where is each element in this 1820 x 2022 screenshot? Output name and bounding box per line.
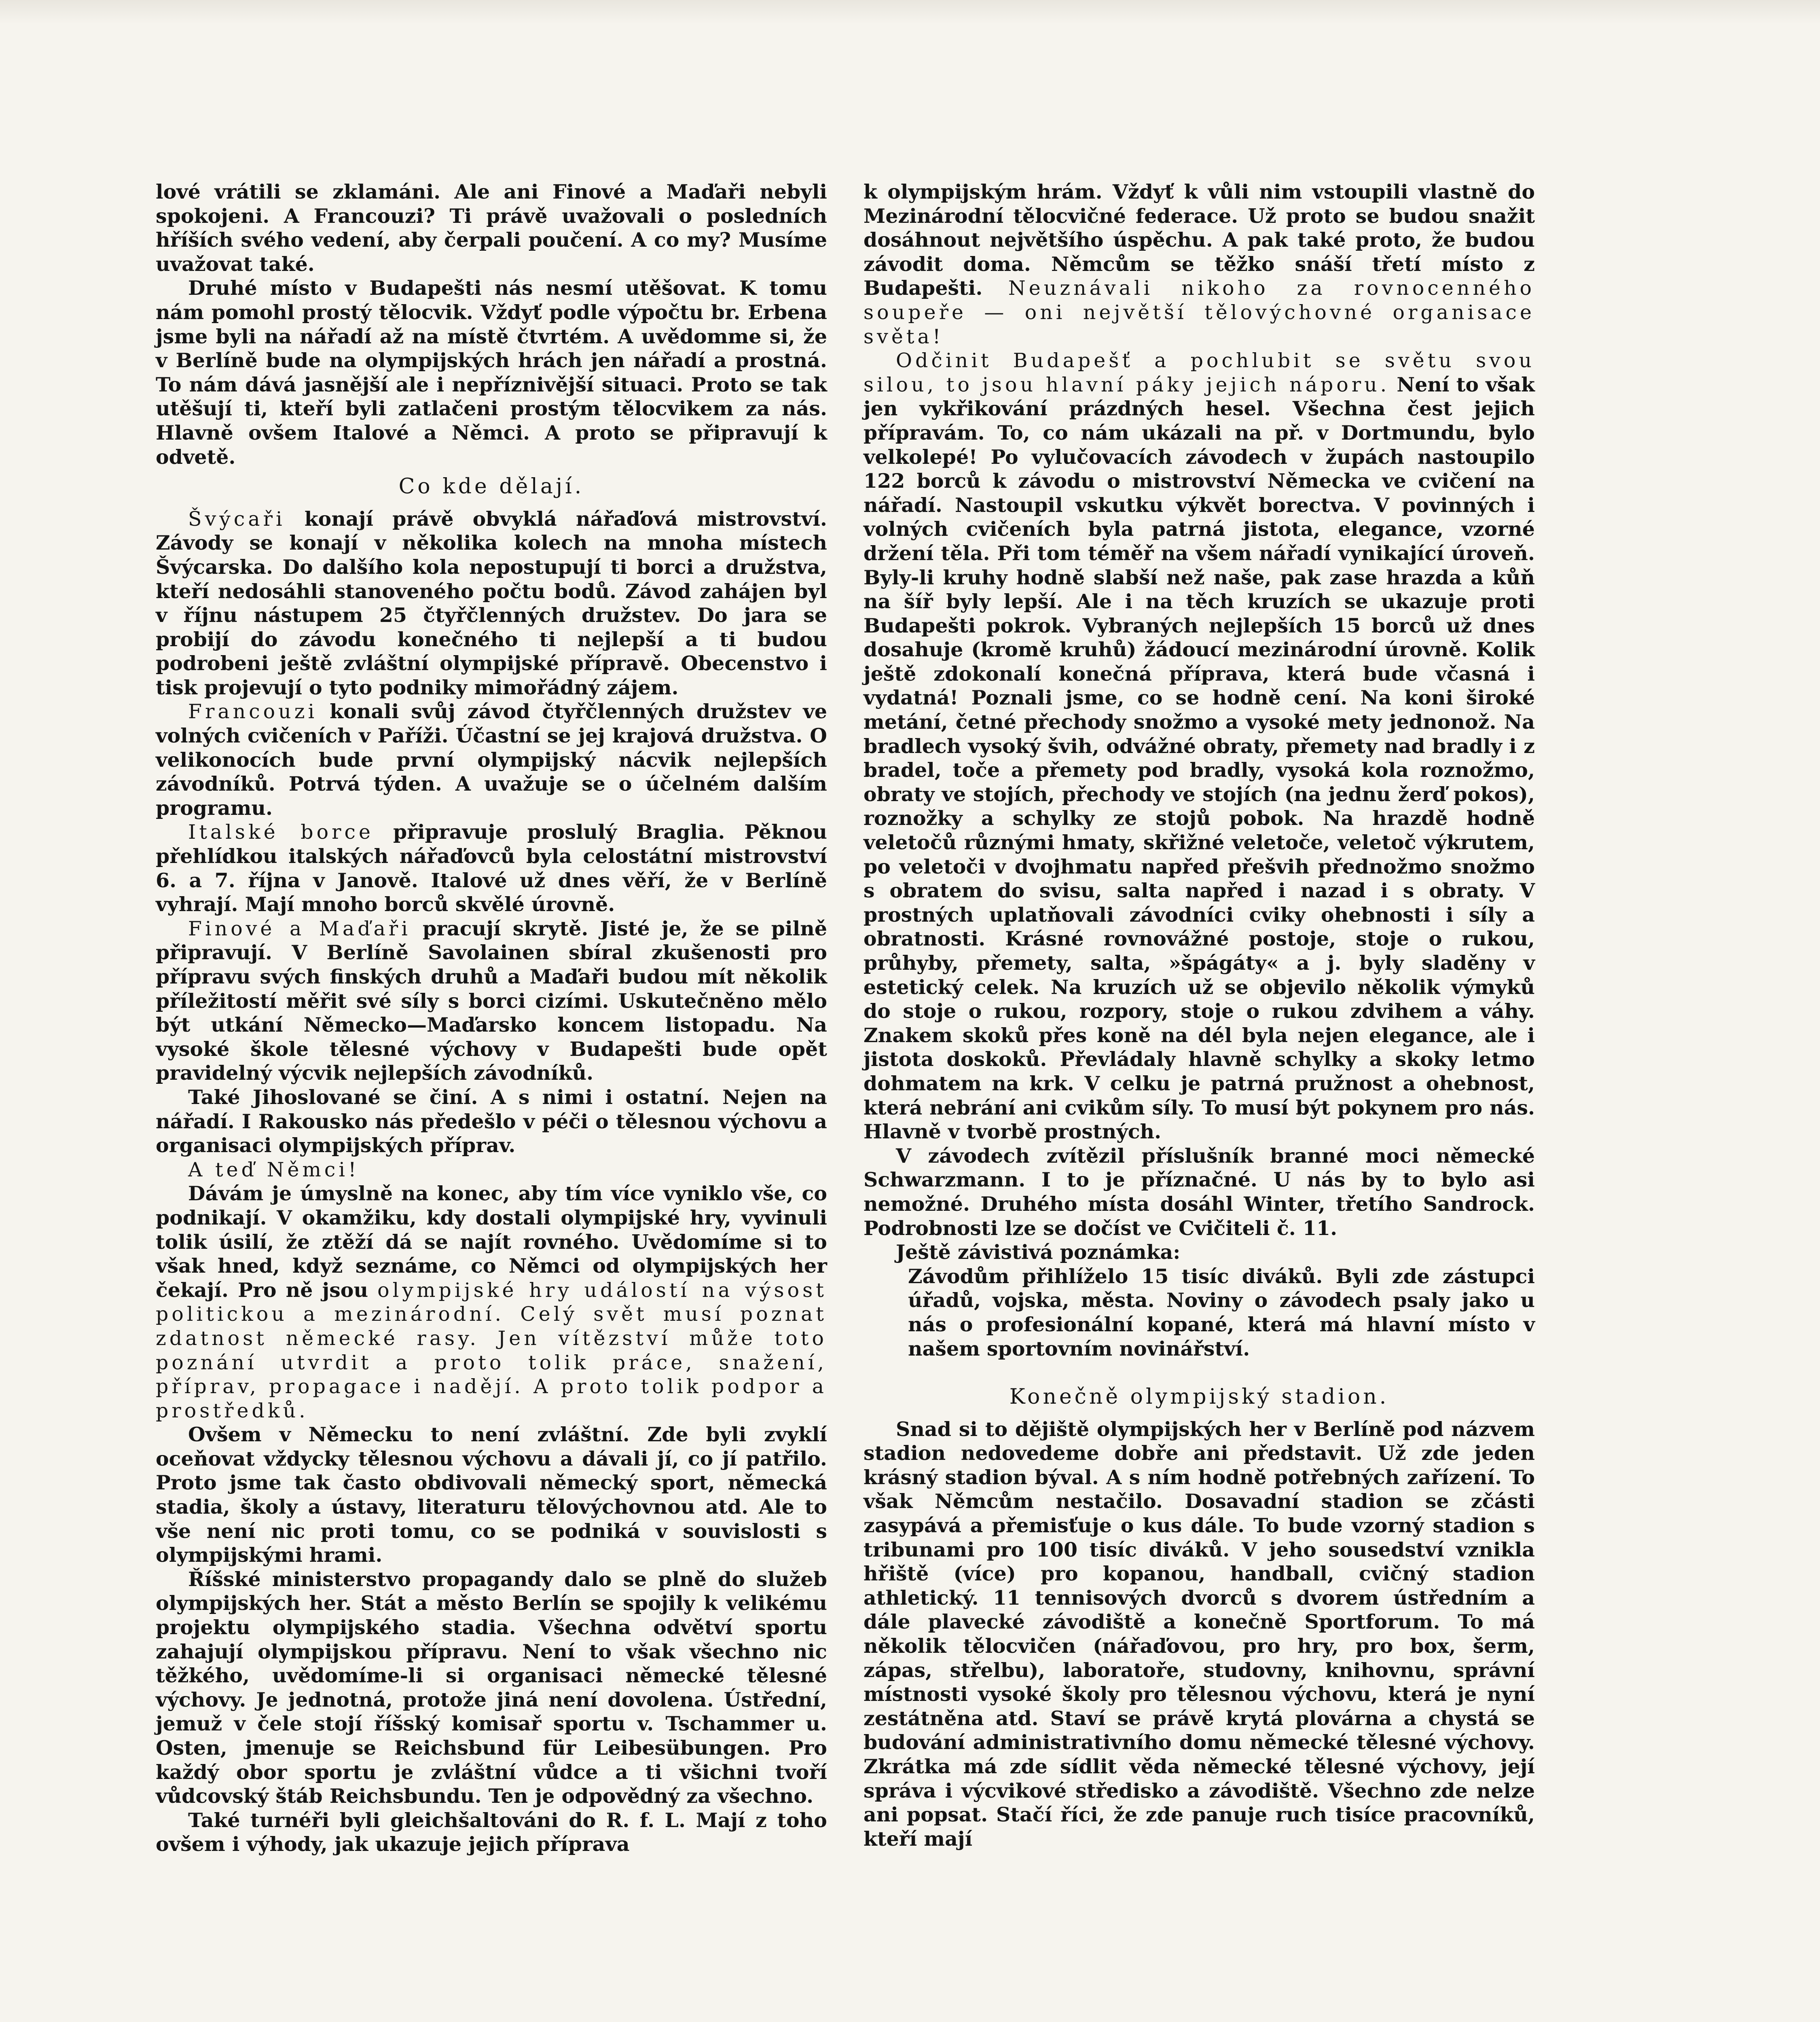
quoted-note: Závodům přihlíželo 15 tisíc diváků. Byli zde zástupci úřadů, vojska, města. Noviny o závodech psaly jako u nás o profesionální kopané, která má hlavní místo v našem sportovním novinářství. — [908, 1264, 1535, 1360]
spaced-lead: Italské borce — [188, 821, 374, 844]
spaced-lead: Finové a Maďaři — [188, 917, 411, 940]
paragraph: Ovšem v Německu to není zvláštní. Zde byli zvyklí oceňovat vždycky tělesnou výchovu a dávali jí, co jí patřilo. Proto jsme tak často obdivovali německý sport, německá stadia, školy a ústavy, literaturu tělovýchovnou atd. Ale to vše není nic proti tomu, co se podniká v souvislosti s olympijskými hrami. — [156, 1423, 827, 1567]
section-heading: Co kde dělají. — [398, 474, 584, 499]
paragraph: lové vrátili se zklamáni. Ale ani Finové a Maďaři nebyli spokojeni. A Francouzi? Ti právě uvažovali o posledních hříších svého vedení, aby čerpali poučení. A co my? Musíme uvažovat také. — [156, 180, 827, 276]
left-column — [156, 180, 827, 1857]
paragraph: Také turnéři byli gleichšaltováni do R. f. L. Mají z toho ovšem i výhody, jak ukazuje jejich příprava — [156, 1808, 827, 1856]
exclamation: A teď Němci! — [188, 1158, 360, 1181]
paragraph: Odčinit Budapešť a pochlubit se světu svou silou, to jsou hlavní páky jejich náporu. Není to však jen vykřikování prázdných hesel. Všechna čest jejich přípravám. To, co nám ukázali na př. v Dortmundu, bylo velkolepé! Po vylučovacích závodech v župách nastoupilo 122 borců k závodu o mistrovství Německa ve cvičení na nářadí. Nastoupil vskutku výkvět borectva. V povinných i volných cvičeních byla patrná jistota, elegance, vzorné držení těla. Při tom téměř na všem nářadí vynikající úroveň. Byly-li kruhy hodně slabší než naše, pak zase hrazda a kůň na šíř byly lepší. Ale i na těch kruzích se ukazuje proti Budapešti pokrok. Vybraných nejlepších 15 borců už dnes dosahuje (kromě kruhů) žádoucí mezinárodní úrovně. Kolik ještě zdokonalí konečná příprava, která bude včasná i vydatná! Poznali jsme, co se hodně cení. Na koni široké metání, četné přechody snožmo a vysoké mety jednonož. Na bradlech vysoký švih, odvážné obraty, přemety nad bradly i z bradel, toče a přemety pod bradly, vysoká kola roznožmo, obraty ve stojích, přechody ve stojích (na jednu žerď pokos), roznožky a schylky ze stojů pobok. Na hrazdě hodně veletočů různými hmaty, skřižné veletoče, veletoč výkrutem, po veletoči v dvojhmatu napřed přešvih přednožmo snožmo s obratem do svisu, salta napřed i nazad i s obraty. V prostných uplatňovali závodníci cviky ohebnosti i síly a obratnosti. Krásné rovnovážné postoje, stoje o rukou, průhyby, přemety, salta, »špágáty« a j. byly sladěny v estetický celek. Na kruzích už se objevilo několik výmyků do stoje o rukou, rozpory, stoje o rukou zdvihem a váhy. Znakem skoků přes koně na dél byla nejen elegance, ale i jistota doskoků. Převládaly hlavně schylky a skoky letmo dohmatem na krk. V celku je patrná pružnost a ohebnost, která nebrání ani cvikům síly. To musí být pokynem pro nás. Hlavně v tvorbě prostných. — [863, 349, 1535, 1144]
paragraph: V závodech zvítězil příslušník branné moci německé Schwarzmann. I to je příznačné. U nás by to bylo asi nemožné. Druhého místa dosáhl Winter, třetího Sandrock. Podrobnosti lze se dočíst ve Cvičiteli č. 11. — [863, 1144, 1535, 1240]
paragraph: Finové a Maďaři pracují skrytě. Jisté je, že se pilně připravují. V Berlíně Savolainen sbíral zkušenosti pro přípravu svých finských druhů a Maďaři budou mít několik příležitostí měřit své síly s borci cizími. Uskutečněno mělo být utkání Německo—Maďarsko koncem listopadu. Na vysoké škole tělesné výchovy v Budapešti bude opět pravidelný výcvik nejlepších závodníků. — [156, 916, 827, 1085]
paragraph: Snad si to dějiště olympijských her v Berlíně pod názvem stadion nedovedeme dobře ani představit. Už zde jeden krásný stadion býval. A s ním hodně potřebných zařízení. To však Němcům nestačilo. Dosavadní stadion se zčásti zasypává a přemisťuje o kus dále. To bude vzorný stadion s tribunami pro 100 tisíc diváků. V jeho sousedství vznikla hřiště (více) pro kopanou, handball, cvičný stadion athletický. 11 tennisových dvorců s dvorem ústředním a dále plavecké závodiště a konečně Sportforum. To má několik tělocvičen (nářaďovou, pro hry, pro box, šerm, zápas, střelbu), laboratoře, studovny, knihovnu, správní místnosti vysoké školy pro tělesnou výchovu, která je nyní zestátněna atd. Staví se právě krytá plovárna a chystá se budování administrativního domu německé tělesné výchovy. Zkrátka má zde sídlit věda německé tělesné výchovy, její správa i výcvikové středisko a závodiště. Všechno zde nelze ani popsat. Stačí říci, že zde panuje ruch tisíce pracovníků, kteří mají — [863, 1417, 1535, 1851]
paragraph: Ještě závistivá poznámka: — [896, 1240, 1181, 1264]
paragraph: Francouzi konali svůj závod čtyřčlenných družstev ve volných cvičeních v Paříži. Účastní se jej krajová družstva. O velikonocích bude první olympijský nácvik nejlepších závodníků. Potrvá týden. A uvažuje se o účelném dalším programu. — [156, 700, 827, 820]
scan-edge — [0, 0, 1820, 24]
paragraph: Švýcaři konají právě obvyklá nářaďová mistrovství. Závody se konají v několika kolech na mnoha místech Švýcarska. Do dalšího kola nepostupují ti borci a družstva, kteří nedosáhli stanoveného počtu bodů. Závod zahájen byl v říjnu nástupem 25 čtyřčlenných družstev. Do jara se probijí do závodu konečného ti nejlepší a ti budou podrobeni ještě zvláštní olympijské přípravě. Obecenstvo i tisk projevují o tyto podniky mimořádný zájem. — [156, 507, 827, 699]
spaced-emphasis: Odčinit Budapešť a pochlubit se světu svou silou, to jsou hlavní páky jejich náporu. — [863, 349, 1535, 396]
spaced-emphasis: Neuznávali nikoho za rovnocenného soupeře — oni největší tělovýchovné organisace světa! — [863, 277, 1535, 348]
paragraph: k olympijským hrám. Vždyť k vůli nim vstoupili vlastně do Mezinárodní tělocvičné federace. Už proto se budou snažit dosáhnout největšího úspěchu. A pak také proto, že budou závodit doma. Němcům se těžko snáší třetí místo z Budapešti. Neuznávali nikoho za rovnocenného soupeře — oni největší tělovýchovné organisace světa! — [863, 180, 1535, 348]
right-column — [863, 180, 1535, 1851]
paragraph: Druhé místo v Budapešti nás nesmí utěšovat. K tomu nám pomohl prostý tělocvik. Vždyť podle výpočtu br. Erbena jsme byli na nářadí až na místě čtvrtém. A uvědomme si, že v Berlíně bude na olympijských hrách jen nářadí a prostná. To nám dává jasnější ale i nepříznivější situaci. Proto se tak utěšují ti, kteří byli zatlačeni prostým tělocvikem za nás. Hlavně ovšem Italové a Němci. A proto se připravují k odvetě. — [156, 276, 827, 469]
paragraph: Také Jihoslované se činí. A s nimi i ostatní. Nejen na nářadí. I Rakousko nás předešlo v péči o tělesnou výchovu a organisaci olympijských příprav. — [156, 1085, 827, 1157]
paragraph: Italské borce připravuje proslulý Braglia. Pěknou přehlídkou italských nářaďovců byla celostátní mistrovství 6. a 7. října v Janově. Italové už dnes věří, že v Berlíně vyhrají. Mají mnoho borců skvělé úrovně. — [156, 820, 827, 916]
spaced-lead: Francouzi — [188, 700, 318, 723]
spaced-emphasis: olympijské hry událostí na výsost politickou a mezinárodní. Celý svět musí poznat zdatnost německé rasy. Jen vítězství může toto poznání utvrdit a proto tolik práce, snažení, příprav, propagace i nadějí. A proto tolik podpor a prostředků. — [156, 1278, 827, 1422]
section-heading: Konečně olympijský stadion. — [1009, 1385, 1389, 1409]
paragraph: Říšské ministerstvo propagandy dalo se plně do služeb olympijských her. Stát a město Berlín se spojily k velikému projektu olympijského stadia. Všechna odvětví sportu zahajují olympijskou přípravu. Není to však všechno nic těžkého, uvědomíme-li si organisaci německé tělesné výchovy. Je jednotná, protože jiná není dovolena. Ústřední, jemuž v čele stojí říšský komisař sportu v. Tschammer u. Osten, jmenuje se Reichsbund für Leibesübungen. Pro každý obor sportu je zvláštní vůdce a ti všichni tvoří vůdcovský štáb Reichsbundu. Ten je odpovědný za všechno. — [156, 1567, 827, 1808]
paragraph: Dávám je úmyslně na konec, aby tím více vyniklo vše, co podnikají. V okamžiku, kdy dostali olympijské hry, vyvinuli tolik úsilí, že ztěží dá se najít rovného. Uvědomíme si to však hned, když seznáme, co Němci od olympijských her čekají. Pro ně jsou olympijské hry událostí na výsost politickou a mezinárodní. Celý svět musí poznat zdatnost německé rasy. Jen vítězství může toto poznání utvrdit a proto tolik práce, snažení, příprav, propagace i nadějí. A proto tolik podpor a prostředků. — [156, 1182, 827, 1422]
spaced-lead: Švýcaři — [188, 507, 286, 531]
